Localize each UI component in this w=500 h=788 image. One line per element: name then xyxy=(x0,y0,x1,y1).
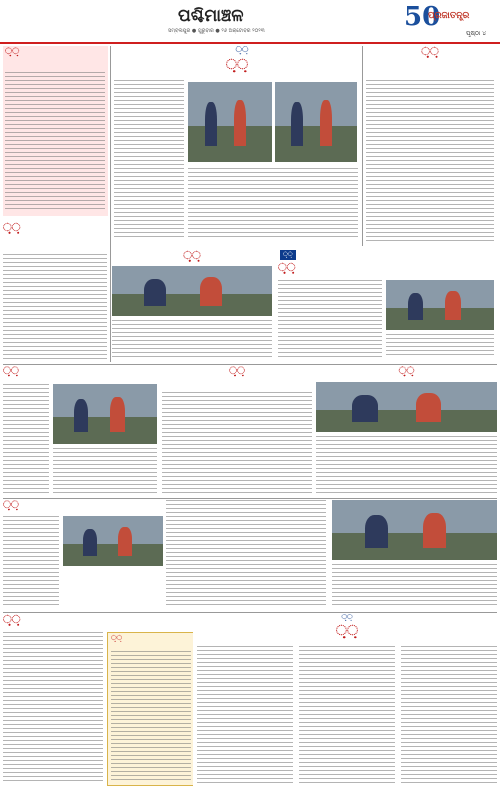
dateline: ସମ୍ବଲପୁର ● ଗୁରୁବାର ● ୨୬ ଅକ୍ଟୋବର ୨୦୨୩ xyxy=(168,28,265,34)
middle-right-body xyxy=(316,436,497,494)
lower-right-body-2 xyxy=(332,564,497,608)
middle-left-headline: ଼଼଼ xyxy=(3,366,19,377)
center-headline: ଼଼଼ xyxy=(225,57,249,73)
row-rule xyxy=(3,612,497,613)
row-rule xyxy=(3,364,497,365)
health-headline: ଼଼଼ xyxy=(278,261,296,274)
left-top-story xyxy=(3,46,108,216)
right-top-body xyxy=(366,80,494,242)
page-header xyxy=(0,0,500,44)
middle-right-story xyxy=(316,366,497,496)
middle-center-headline: ଼଼଼ xyxy=(229,366,245,377)
bottom-box-body xyxy=(111,651,191,781)
middle-center-story xyxy=(162,366,312,496)
bottom-kicker: ଼଼଼ xyxy=(341,614,353,621)
health-story xyxy=(276,250,497,360)
health-photo xyxy=(386,280,494,330)
right-top-story xyxy=(364,46,497,246)
middle-left-body xyxy=(3,384,49,494)
left-mid-story xyxy=(3,222,108,362)
center-body-col1 xyxy=(114,80,184,240)
bottom-body-col3 xyxy=(401,646,497,784)
bottom-box xyxy=(107,632,193,786)
row-rule xyxy=(3,498,497,499)
middle-left-body-2 xyxy=(53,448,157,494)
bottom-body-col2 xyxy=(299,646,395,784)
center-top-story xyxy=(112,46,360,246)
mid-banner-photo xyxy=(112,266,272,316)
lower-left-photo xyxy=(63,516,163,566)
lower-right-photo xyxy=(332,500,497,560)
mid-banner-headline: ଼଼଼ xyxy=(183,250,201,262)
left-top-body xyxy=(5,72,105,212)
lower-right-body-1 xyxy=(166,500,326,608)
health-kicker: ଼଼଼ xyxy=(280,250,296,260)
left-mid-body xyxy=(3,254,107,359)
bottom-box-title: ଼଼଼ xyxy=(111,634,123,642)
bottom-main-story xyxy=(197,614,497,786)
mid-banner-body xyxy=(112,320,272,358)
bottom-left-body xyxy=(3,632,103,784)
mid-banner-story xyxy=(112,250,272,360)
page-number: ପୃଷ୍ଠା ୪ xyxy=(466,30,487,37)
left-mid-headline: ଼଼଼ xyxy=(3,222,21,234)
lower-left-story xyxy=(3,500,163,610)
center-body-col2 xyxy=(188,168,358,240)
logo-number: 50 xyxy=(404,2,441,32)
lower-left-headline: ଼଼଼ xyxy=(3,500,19,511)
bottom-body-col1 xyxy=(197,646,293,784)
middle-left-story xyxy=(3,366,158,496)
column-rule xyxy=(110,46,111,362)
bottom-left-headline: ଼଼଼ xyxy=(3,614,21,626)
lower-right-area xyxy=(166,500,497,610)
middle-right-headline: ଼଼଼ xyxy=(398,366,415,377)
middle-center-body xyxy=(162,392,312,494)
middle-right-photo xyxy=(316,382,497,432)
column-rule xyxy=(362,46,363,246)
logo-brand: ପ୍ରଜାତନ୍ତ୍ର xyxy=(428,11,470,21)
center-kicker: ଼଼଼ xyxy=(235,46,249,54)
health-body-2 xyxy=(386,334,494,358)
bottom-headline: ଼଼଼ xyxy=(335,623,359,639)
section-title: ପଶ୍ଚିମାଞ୍ଚଳ xyxy=(178,6,244,26)
center-photo-2 xyxy=(275,82,357,162)
bottom-left-story xyxy=(3,614,193,786)
left-top-headline: ଼଼଼ xyxy=(5,47,20,57)
health-body xyxy=(278,280,382,358)
center-photo-1 xyxy=(188,82,272,162)
right-top-headline: ଼଼଼ xyxy=(421,46,439,58)
lower-left-body xyxy=(3,516,59,608)
middle-left-photo xyxy=(53,384,157,444)
